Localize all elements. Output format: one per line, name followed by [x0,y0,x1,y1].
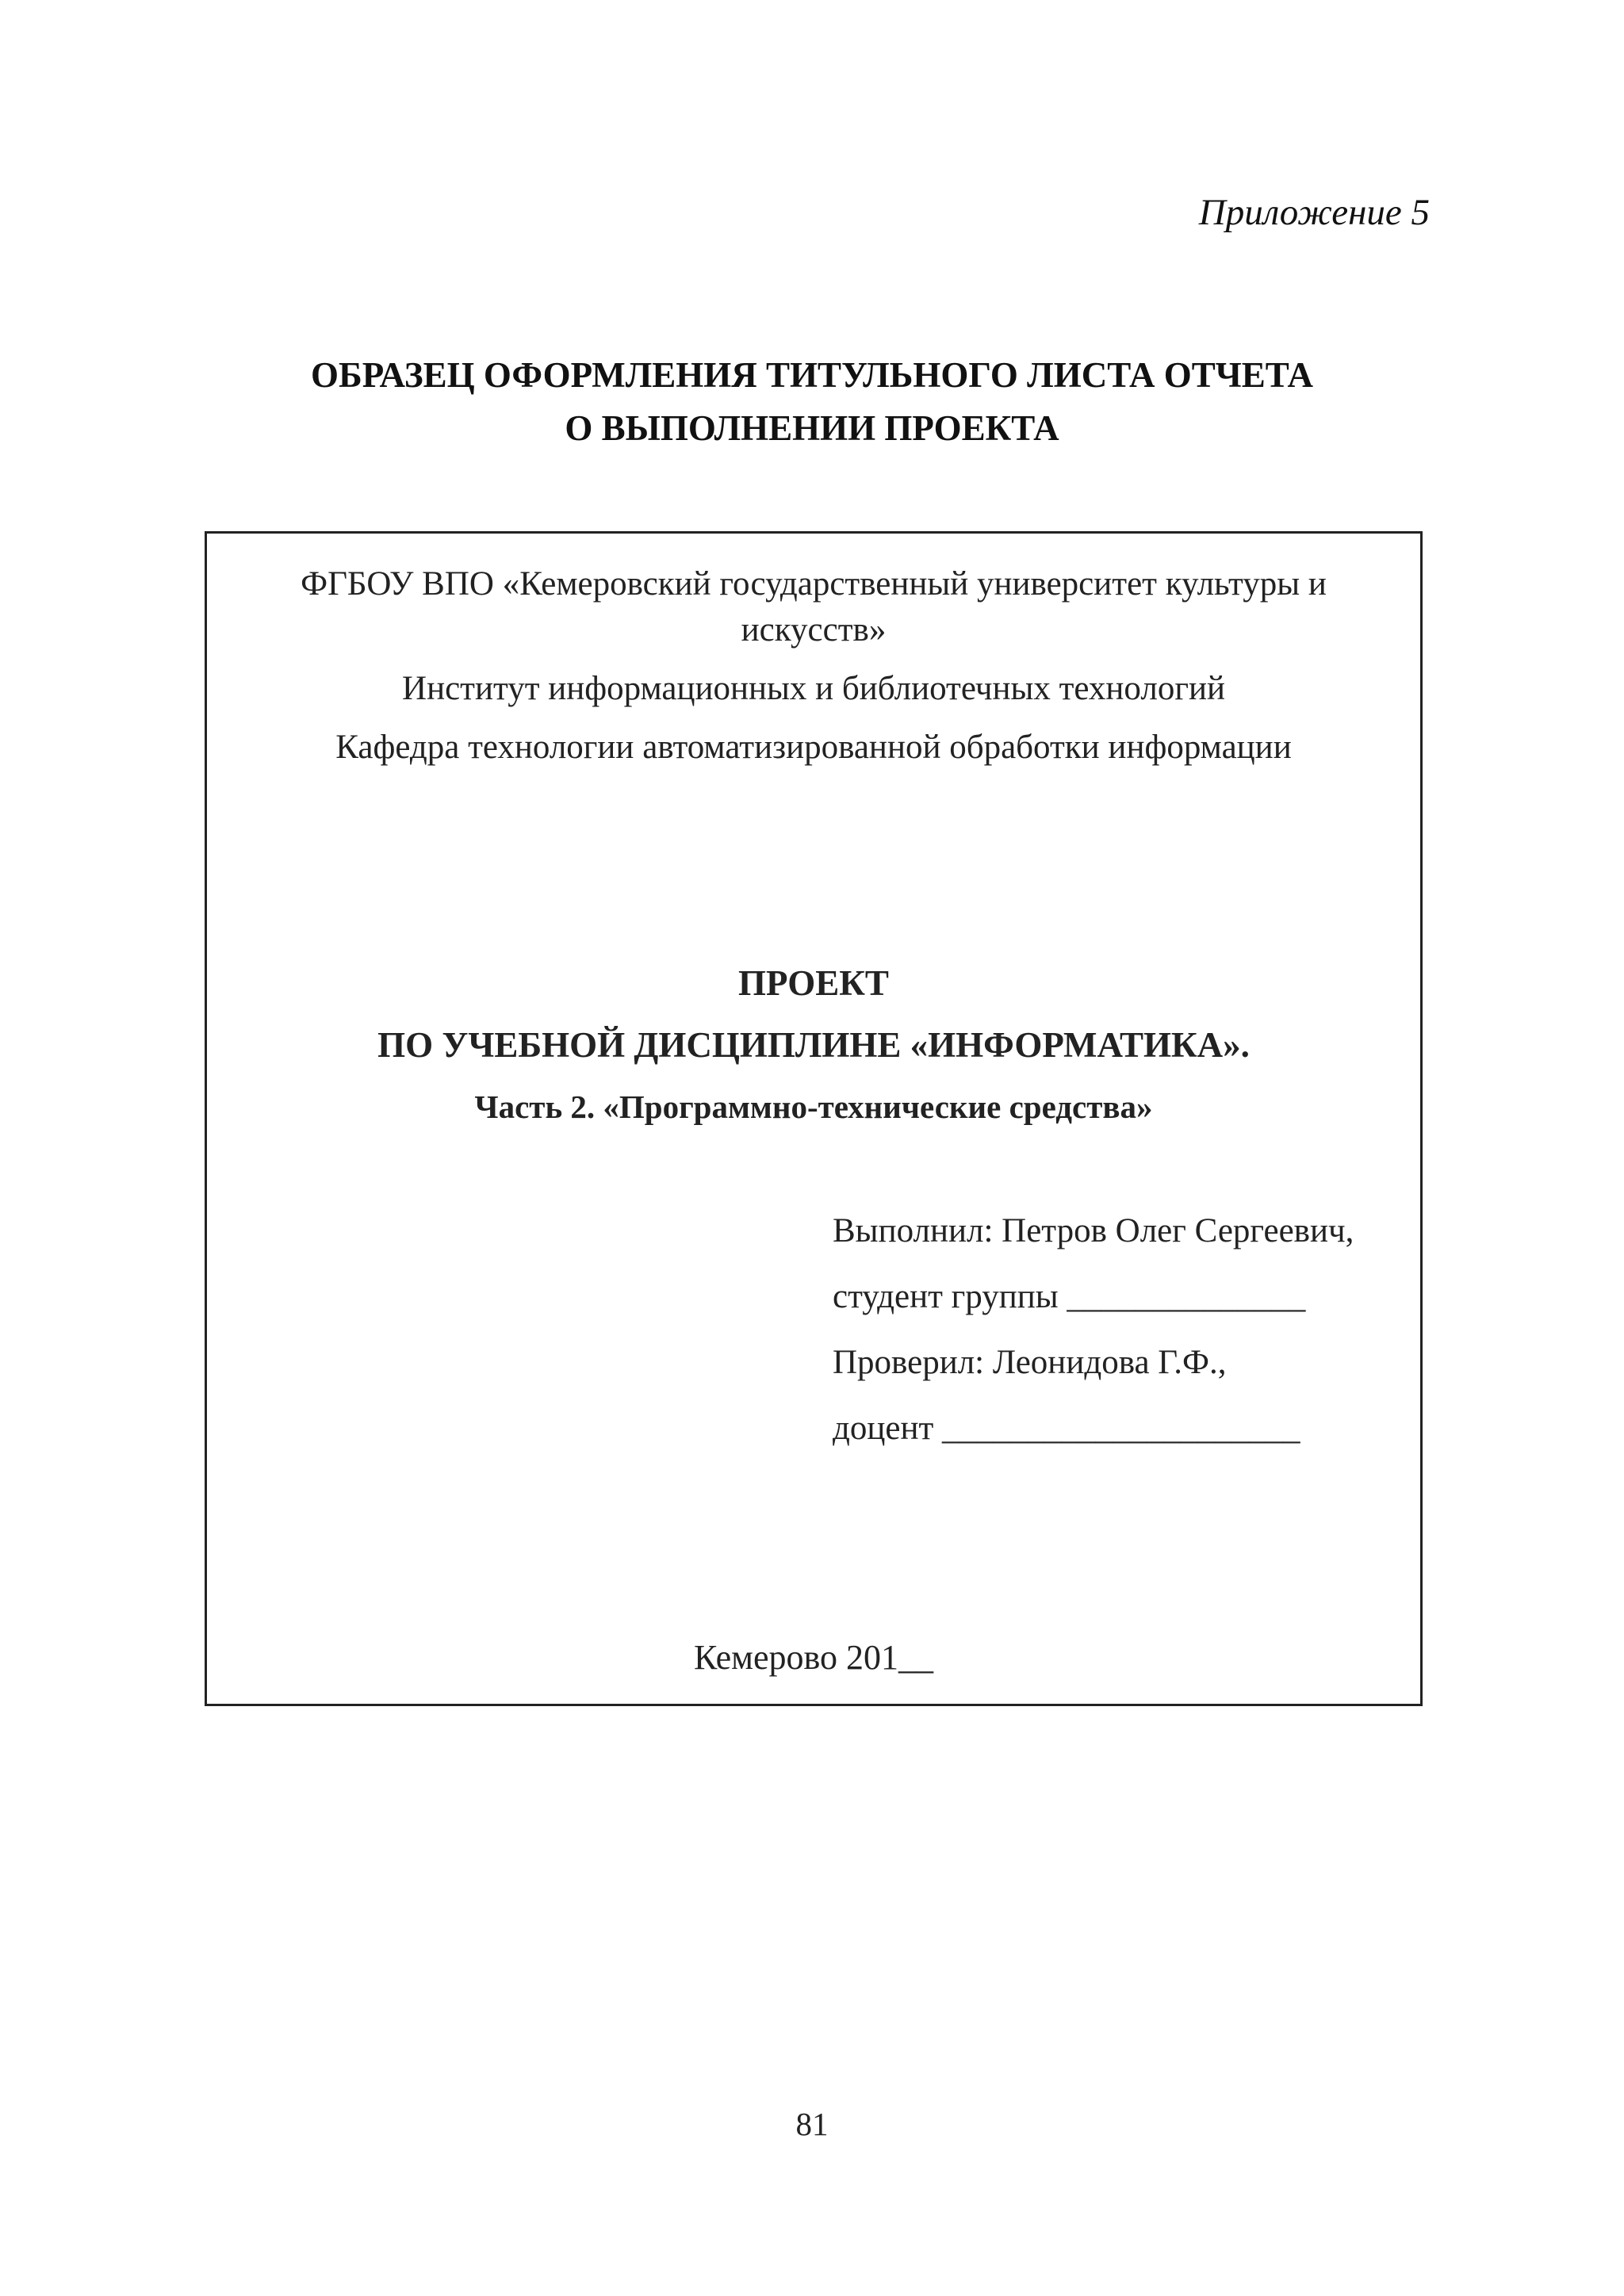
page-heading-line-2: О ВЫПОЛНЕНИИ ПРОЕКТА [565,408,1059,448]
project-kicker: ПРОЕКТ [738,963,889,1003]
student-group-line: студент группы ______________ [833,1278,1306,1315]
page-number: 81 [795,2106,829,2142]
organization-line-1: ФГБОУ ВПО «Кемеровский государственный университет культуры и [301,565,1327,603]
organization-block [207,561,1420,771]
project-part: Часть 2. «Программно-технические средства» [474,1089,1153,1125]
project-subject: ПО УЧЕБНОЙ ДИСЦИПЛИНЕ «ИНФОРМАТИКА». [377,1025,1250,1065]
page-heading [0,349,1624,455]
organization-line-2: искусств» [741,611,887,649]
checked-by-line: Проверил: Леонидова Г.Ф., [833,1344,1227,1381]
position-line: доцент _____________________ [833,1410,1300,1447]
project-title-block [207,952,1420,1138]
appendix-label: Приложение 5 [1198,192,1430,233]
city-year: Кемерово 201__ [693,1638,934,1677]
title-page-sample-frame [205,531,1423,1706]
institute-name: Институт информационных и библиотечных технологий [402,670,1225,707]
signature-block [833,1198,1354,1461]
performed-by-line: Выполнил: Петров Олег Сергеевич, [833,1212,1354,1249]
page-heading-line-1: ОБРАЗЕЦ ОФОРМЛЕНИЯ ТИТУЛЬНОГО ЛИСТА ОТЧЕТА [310,355,1314,395]
department-name: Кафедра технологии автоматизированной обработки информации [335,729,1292,766]
